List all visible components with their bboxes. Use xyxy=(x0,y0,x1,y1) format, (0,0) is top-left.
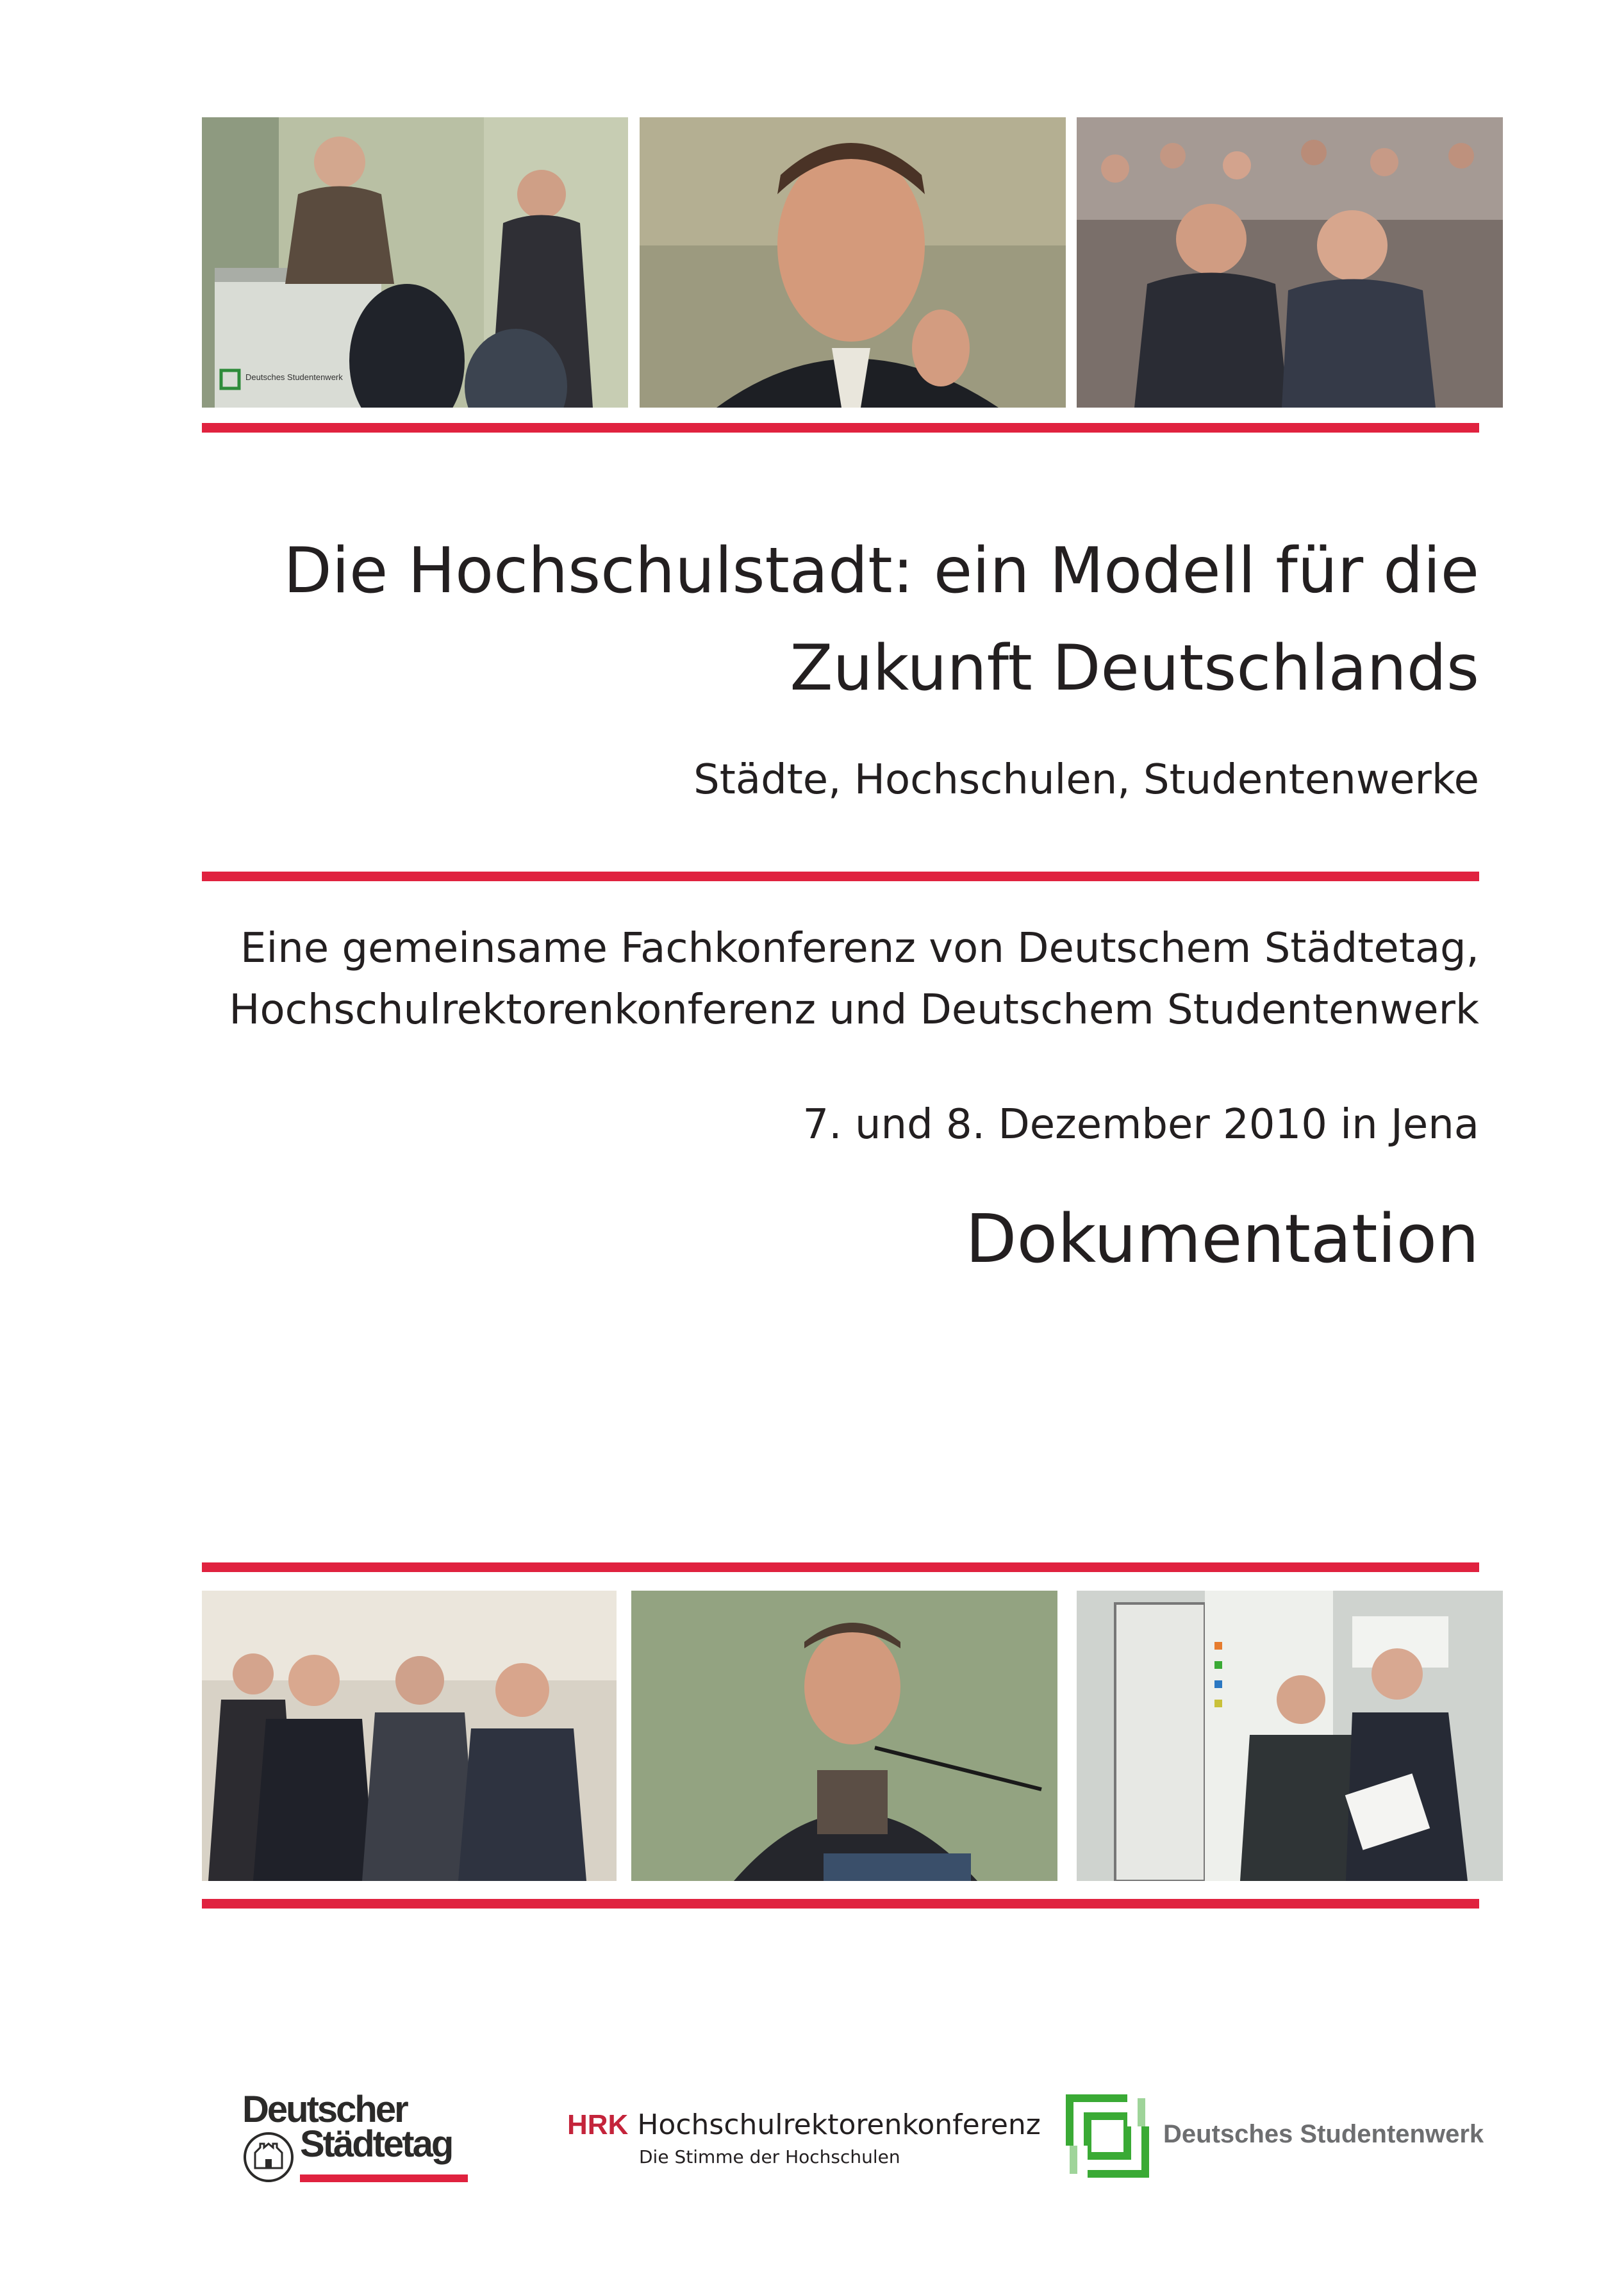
divider-rule-below-photos xyxy=(202,1899,1479,1909)
staedtetag-red-bar xyxy=(300,2174,468,2182)
studentenwerk-square-icon xyxy=(1066,2094,1149,2178)
photo-speakers-at-podium xyxy=(202,117,628,408)
divider-rule-above-photos xyxy=(202,1562,1479,1572)
hrk-full-name: Hochschulrektorenkonferenz xyxy=(637,2108,1041,2141)
podium-sign-text: Deutsches Studentenwerk xyxy=(245,372,343,382)
title-line-2: Zukunft Deutschlands xyxy=(790,632,1479,705)
document-title xyxy=(283,522,1479,717)
studentenwerk-name: Deutsches Studentenwerk xyxy=(1163,2120,1484,2148)
deutscher-staedtetag-logo xyxy=(242,2089,473,2195)
hrk-tagline: Die Stimme der Hochschulen xyxy=(639,2146,900,2167)
organizers-line-2: Hochschulrektorenkonferenz und Deutschem Studentenwerk xyxy=(229,986,1479,1034)
divider-rule-middle xyxy=(202,872,1479,881)
staedtetag-logo-line-1: Deutscher xyxy=(242,2089,407,2130)
organizers xyxy=(229,918,1479,1041)
date-location: 7. und 8. Dezember 2010 in Jena xyxy=(802,1101,1479,1148)
photo-men-in-conversation xyxy=(1077,117,1503,408)
organizers-line-1: Eine gemeinsame Fachkonferenz von Deutschem Städtetag, xyxy=(240,925,1479,972)
hrk-logo xyxy=(567,2108,1041,2179)
photo-group-discussion xyxy=(202,1591,617,1881)
staedtetag-seal-icon xyxy=(242,2131,295,2183)
title-line-1: Die Hochschulstadt: ein Modell für die xyxy=(283,534,1479,608)
staedtetag-logo-line-2: Städtetag xyxy=(300,2123,452,2165)
photo-speaker-at-lectern xyxy=(631,1591,1057,1881)
document-type: Dokumentation xyxy=(965,1200,1479,1278)
photo-men-at-poster-wall xyxy=(1077,1591,1503,1881)
document-subtitle: Städte, Hochschulen, Studentenwerke xyxy=(693,756,1479,804)
divider-rule-top xyxy=(202,423,1479,433)
photo-man-in-glasses-portrait xyxy=(640,117,1066,408)
deutsches-studentenwerk-logo xyxy=(1066,2094,1489,2184)
hrk-abbreviation: HRK xyxy=(567,2109,629,2141)
